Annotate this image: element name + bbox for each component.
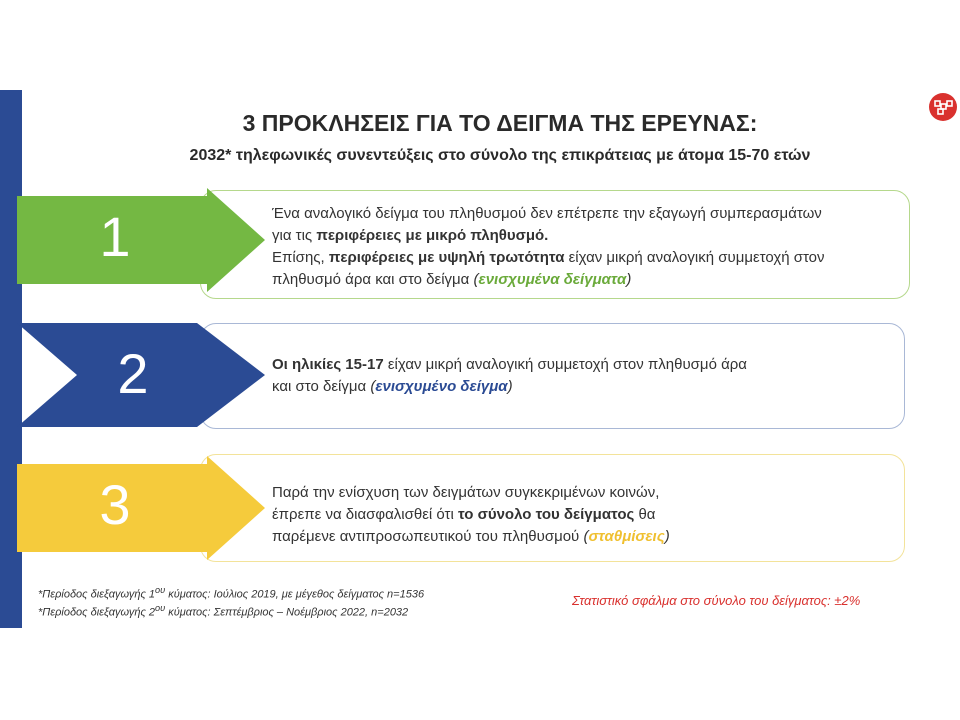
challenge-2-line-1: Οι ηλικίες 15-17 είχαν μικρή αναλογική συμμετοχή στον πληθυσμό άρα	[272, 356, 747, 373]
boosted-samples-label: ενισχυμένα δείγματα	[478, 271, 627, 288]
challenge-3-arrow	[17, 456, 267, 560]
challenge-2-text	[272, 354, 747, 398]
challenge-1-number: 1	[99, 205, 131, 268]
challenge-3-number: 3	[99, 473, 131, 536]
footnote-wave-2: *Περίοδος διεξαγωγής $2^{o\upsilon}$ κύματος: Σεπτέμβριος – Νοέμβριος 2022, n=2032	[38, 603, 409, 619]
challenge-1-arrow	[17, 188, 267, 292]
boosted-sample-label: ενισχυμένο δείγμα	[375, 378, 508, 395]
challenge-3-line-2: έπρεπε να διασφαλισθεί ότι το σύνολο του δείγματος θα	[272, 506, 656, 523]
page-subtitle: 2032* τηλεφωνικές συνεντεύξεις στο σύνολο της επικράτειας με άτομα 15-70 ετών	[189, 147, 811, 164]
challenge-3-line-1: Παρά την ενίσχυση των δειγμάτων συγκεκριμένων κοινών,	[272, 484, 660, 501]
challenge-3-text	[272, 482, 670, 548]
page-title: 3 ΠΡΟΚΛΗΣΕΙΣ ΓΙΑ ΤΟ ΔΕΙΓΜΑ ΤΗΣ ΕΡΕΥΝΑΣ:	[242, 110, 758, 136]
challenge-1-line-4: πληθυσμό άρα και στο δείγμα (ενισχυμένα δείγματα)	[272, 271, 632, 288]
challenge-1-line-1: Ένα αναλογικό δείγμα του πληθυσμού δεν επέτρεπε την εξαγωγή συμπερασμάτων	[272, 205, 822, 222]
challenge-2-number: 2	[117, 342, 149, 405]
challenge-2-arrow	[17, 323, 267, 427]
weights-label: σταθμίσεις	[588, 528, 665, 545]
challenge-3-line-3: παρέμενε αντιπροσωπευτικού του πληθυσμού (σταθμίσεις)	[272, 528, 670, 545]
challenge-1-text	[272, 203, 825, 291]
statistical-error-note: Στατιστικό σφάλμα στο σύνολο του δείγματος: ±2%	[572, 593, 861, 608]
challenge-1-line-3: Επίσης, περιφέρειες με υψηλή τρωτότητα είχαν μικρή αναλογική συμμετοχή στον	[272, 249, 825, 266]
footnote-wave-1: *Περίοδος διεξαγωγής $1^{o\upsilon}$ κύματος: Ιούλιος 2019, με μέγεθος δείγματος n=1536	[38, 585, 425, 601]
challenge-2-line-2: και στο δείγμα (ενισχυμένο δείγμα)	[272, 378, 513, 395]
challenge-1-line-2: για τις περιφέρειες με μικρό πληθυσμό.	[272, 227, 549, 244]
